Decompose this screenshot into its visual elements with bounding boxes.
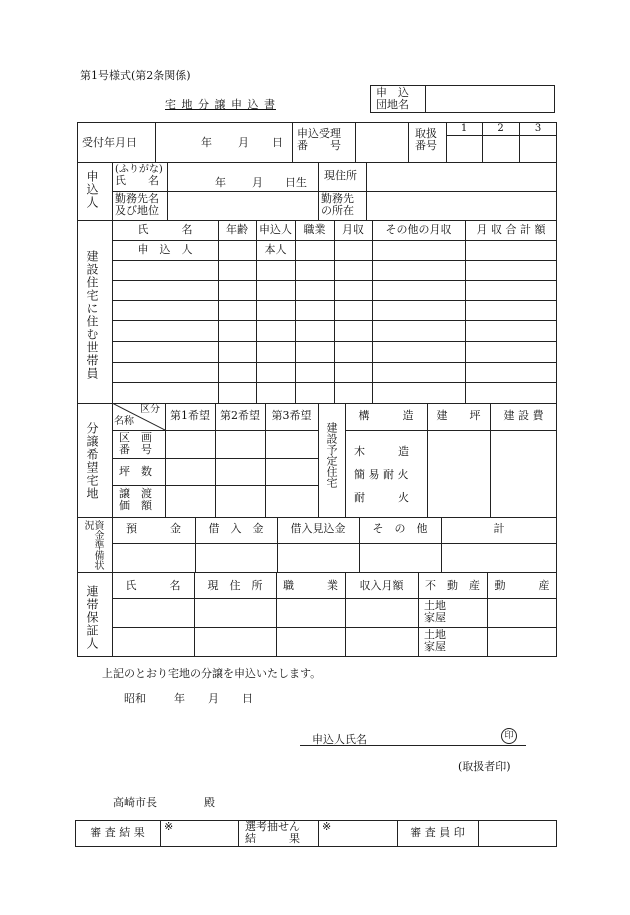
- lots-row-lot-number: 区 画 番 号: [119, 431, 152, 457]
- funds-header-total: 計: [493, 522, 505, 535]
- household-header-name: 氏 名: [137, 223, 193, 236]
- applicant-signature-field[interactable]: [380, 728, 495, 744]
- form-title: 宅 地 分 譲 申 込 書: [165, 98, 276, 111]
- funds-header-loan: 借 入 金: [208, 522, 264, 535]
- household-first-row-relation: 本人: [264, 243, 287, 256]
- household-header-age: 年齢: [226, 223, 248, 236]
- guarantor-2-property: 土地 家屋: [424, 628, 446, 654]
- handling-col-3: 3: [534, 123, 542, 134]
- workplace-label: 勤務先名 及び地位: [115, 192, 159, 218]
- building-cost-header: 建 設 費: [503, 409, 544, 422]
- household-header-total-income: 月 収 合 計 額: [476, 223, 546, 236]
- date-era: 昭和: [124, 692, 146, 705]
- honorific: 殿: [204, 796, 215, 809]
- signature-line: [300, 745, 526, 746]
- handling-col-2: 2: [497, 123, 504, 134]
- applicant-name-label: (ふりがな) 氏 名: [115, 164, 163, 187]
- received-month: 月: [238, 136, 249, 149]
- guarantor-header-movable-property: 動 産: [494, 579, 550, 592]
- received-day: 日: [272, 136, 283, 149]
- funds-header-expected-loan: 借入見込金: [290, 522, 346, 535]
- selection-result-label: 選考抽せん 結 果: [245, 820, 300, 846]
- lots-row-area: 坪 数: [119, 465, 152, 478]
- date-day: 日: [242, 692, 253, 705]
- funds-header-other: そ の 他: [372, 522, 428, 535]
- lots-choice-1: 第1希望: [170, 409, 210, 422]
- household-section-label: 建設住宅に住む世帯員: [85, 250, 99, 380]
- current-address-field[interactable]: [367, 163, 555, 190]
- reviewer-seal-field[interactable]: [479, 821, 555, 846]
- guarantor-header-occupation: 職 業: [283, 579, 338, 592]
- applicant-section-label: 申込人: [85, 170, 99, 209]
- receipt-number-field[interactable]: [356, 123, 406, 161]
- household-header-occupation: 職業: [303, 223, 326, 236]
- guarantor-header-monthly-income: 収入月額: [359, 579, 404, 592]
- handling-col-1: 1: [460, 123, 468, 134]
- reviewer-seal-label: 審 査 員 印: [410, 826, 465, 839]
- building-section-label: 建設予定住宅: [325, 422, 338, 488]
- work-address-label: 勤務先 の所在: [321, 192, 354, 218]
- handling-number-label: 取扱 番号: [415, 127, 437, 153]
- selection-result-mark: ※: [322, 820, 332, 833]
- review-result-mark: ※: [164, 820, 174, 833]
- review-result-label: 審 査 結 果: [90, 826, 145, 839]
- date-month: 月: [208, 692, 219, 705]
- guarantor-1-property: 土地 家屋: [424, 599, 446, 625]
- lots-choice-3: 第3希望: [271, 409, 312, 422]
- lots-choice-2: 第2希望: [220, 409, 260, 422]
- building-floor-area-header: 建 坪: [436, 409, 481, 422]
- current-address-label: 現住所: [324, 169, 357, 182]
- building-type-semi-fireproof: 簡 易 耐 火: [354, 468, 409, 481]
- household-header-monthly-income: 月収: [342, 223, 364, 236]
- seal-mark: 印: [501, 728, 517, 744]
- received-date-label: 受付年月日: [82, 136, 137, 149]
- funds-header-deposit: 預 金: [126, 522, 181, 535]
- household-header-other-income: その他の月収: [385, 223, 452, 236]
- addressee: 高崎市長: [113, 796, 157, 809]
- date-year: 年: [174, 692, 185, 705]
- group-name-field[interactable]: [427, 87, 552, 111]
- building-type-fireproof: 耐 火: [354, 491, 409, 504]
- received-year: 年: [201, 136, 212, 149]
- guarantor-header-address: 現 住 所: [207, 579, 263, 592]
- handler-seal-label: (取扱者印): [458, 760, 511, 773]
- lots-row-price: 譲 渡 価 額: [119, 487, 152, 513]
- household-first-row-name: 申 込 人: [137, 243, 193, 256]
- guarantor-header-name: 氏 名: [125, 579, 181, 592]
- receipt-number-label: 申込受理 番 号: [297, 127, 341, 153]
- group-name-label: 申 込 団地名: [376, 86, 409, 112]
- building-type-wood: 木 造: [354, 445, 409, 458]
- household-header-relation: 申込人: [259, 223, 292, 236]
- guarantor-header-real-estate: 不 動 産: [425, 579, 480, 592]
- birth-day: 日生: [285, 176, 307, 189]
- birth-year: 年: [215, 176, 226, 189]
- form-id: 第1号様式(第2条関係): [80, 69, 191, 82]
- guarantor-section-label: 連帯保証人: [85, 585, 99, 650]
- lots-header-division: 区分: [140, 404, 160, 415]
- birth-month: 月: [252, 176, 263, 189]
- applicant-signature-label: 申込人氏名: [312, 733, 367, 746]
- lots-section-label: 分譲希望宅地: [85, 422, 99, 500]
- building-structure-header: 構 造: [358, 409, 414, 422]
- funds-section-label: 資金準備状況: [82, 520, 103, 570]
- declaration-text: 上記のとおり宅地の分譲を申込いたします。: [102, 667, 322, 680]
- lots-header-name: 名称: [114, 416, 134, 427]
